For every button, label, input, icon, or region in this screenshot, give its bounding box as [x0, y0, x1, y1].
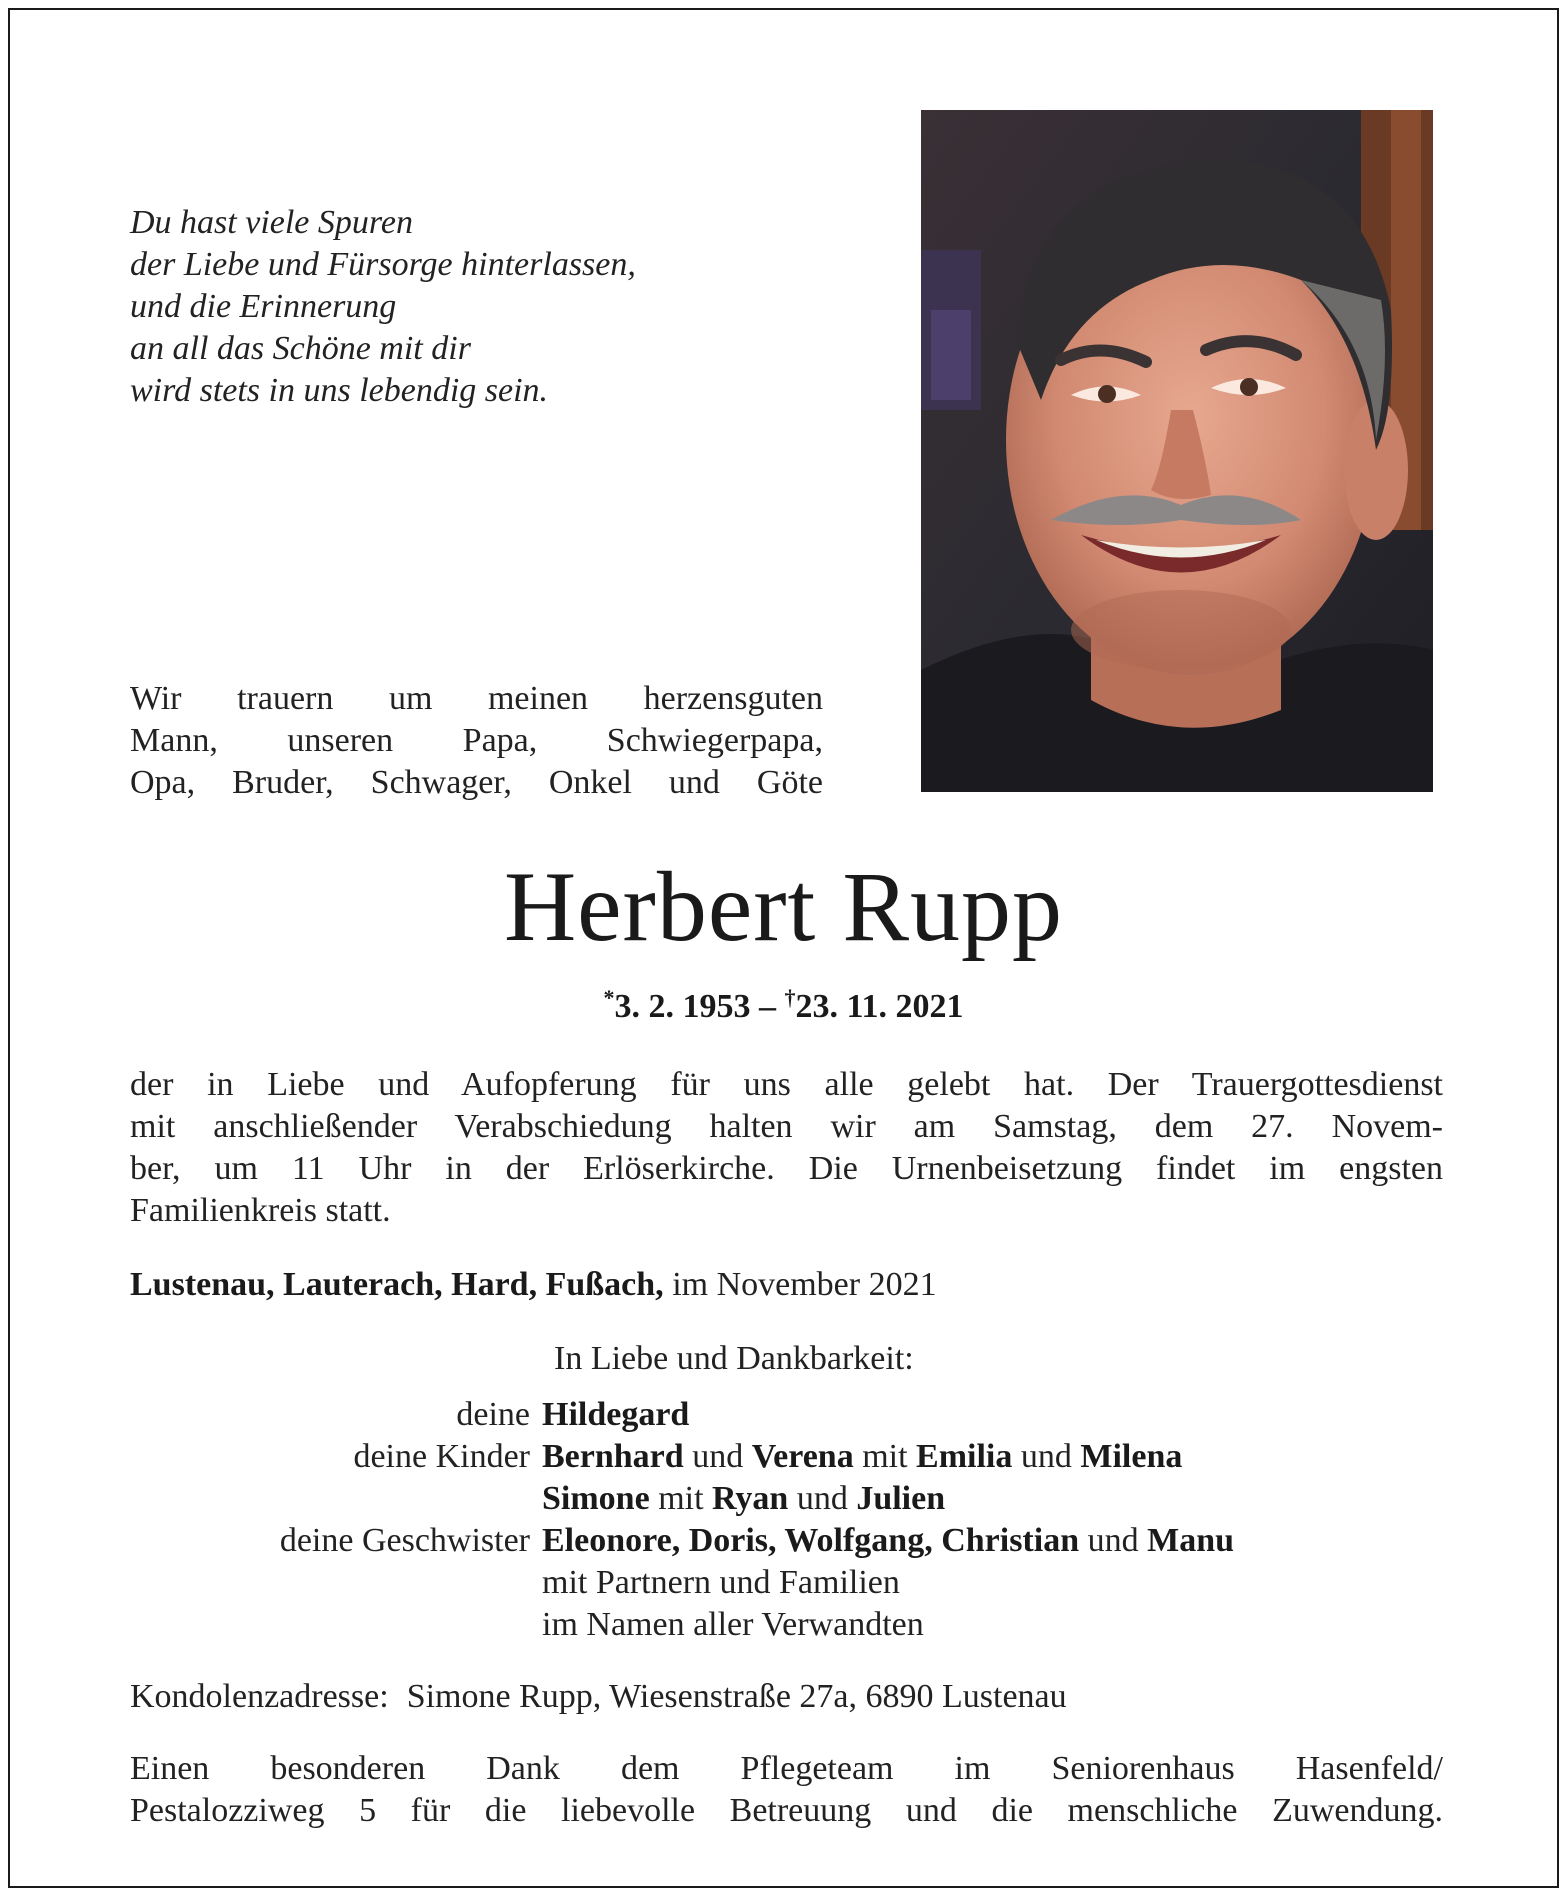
family-member-name: Milena [1080, 1438, 1183, 1475]
poem-line: Du hast viele Spuren [130, 204, 413, 241]
family-row [130, 1562, 1450, 1604]
family-row [130, 1520, 1450, 1562]
body-line: der in Liebe und Aufopferung für uns alle gelebt hat. Der Trauergottesdienst [130, 1066, 1443, 1103]
portrait-photo [921, 110, 1433, 792]
obituary-card [8, 8, 1559, 1888]
family-role [130, 1604, 542, 1646]
family-member-name: Bernhard [542, 1438, 684, 1475]
closing-line: Einen besonderen Dank dem Pflegeteam im Seniorenhaus Hasenfeld/ [130, 1750, 1443, 1787]
family-member-name: Emilia [916, 1438, 1013, 1475]
family-names [542, 1478, 945, 1520]
body-line: Familienkreis statt. [130, 1192, 391, 1229]
deceased-name: Herbert Rupp [503, 851, 1064, 962]
death-date: 23. 11. 2021 [795, 988, 964, 1025]
family-member-name: Eleonore, Doris, Wolfgang, Christian [542, 1522, 1080, 1559]
family-names [542, 1394, 689, 1436]
family-role [130, 1478, 542, 1520]
poem-line: und die Erinnerung [130, 288, 397, 325]
family-names [542, 1604, 924, 1646]
body-line: ber, um 11 Uhr in der Erlöserkirche. Die Urnenbeisetzung findet im engsten [130, 1150, 1443, 1187]
place-date-line [130, 1264, 937, 1306]
poem-line: an all das Schöne mit dir [130, 330, 471, 367]
family-connector: und [683, 1438, 752, 1475]
family-row [130, 1394, 1450, 1436]
life-dates [10, 978, 1557, 1027]
birth-date: 3. 2. 1953 [614, 988, 751, 1025]
family-member-name: Hildegard [542, 1396, 690, 1433]
closing-thanks [130, 1748, 1443, 1832]
family-connector: mit [853, 1438, 917, 1475]
family-role [130, 1562, 542, 1604]
family-connector: und [788, 1480, 857, 1517]
portrait-illustration [921, 110, 1433, 792]
place-names: Lustenau, Lauterach, Hard, Fußach, [130, 1266, 664, 1303]
poem-line: der Liebe und Fürsorge hinterlassen, [130, 246, 636, 283]
family-connector: im Namen aller Verwandten [542, 1606, 924, 1643]
intro-line: Mann, unseren Papa, Schwiegerpapa, [130, 722, 823, 759]
family-role: deine [456, 1396, 530, 1433]
intro-text [130, 678, 823, 804]
intro-line: Wir trauern um meinen herzensguten [130, 680, 823, 717]
family-names [542, 1562, 900, 1604]
family-names [542, 1520, 1234, 1562]
closing-line: Pestalozziweg 5 für die liebevolle Betreuung und die menschliche Zuwendung. [130, 1792, 1443, 1829]
family-connector: mit [649, 1480, 713, 1517]
family-connector: und [1079, 1522, 1148, 1559]
family-member-name: Ryan [712, 1480, 789, 1517]
family-names [542, 1436, 1182, 1478]
family-list [130, 1394, 1450, 1646]
date-separator: – [750, 988, 785, 1025]
poem [130, 202, 730, 412]
family-member-name: Verena [751, 1438, 854, 1475]
family-connector: und [1012, 1438, 1081, 1475]
intro-line: Opa, Bruder, Schwager, Onkel und Göte [130, 764, 823, 801]
family-connector: mit Partnern und Familien [542, 1564, 900, 1601]
poem-line: wird stets in uns lebendig sein. [130, 372, 549, 409]
address-value: Simone Rupp, Wiesenstraße 27a, 6890 Lustenau [406, 1678, 1067, 1715]
death-symbol: † [784, 985, 796, 1010]
body-line: mit anschließender Verabschiedung halten wir am Samstag, dem 27. Novem- [130, 1108, 1443, 1145]
family-row [130, 1436, 1450, 1478]
family-row [130, 1478, 1450, 1520]
family-member-name: Manu [1147, 1522, 1235, 1559]
family-row [130, 1604, 1450, 1646]
place-date: im November 2021 [663, 1266, 937, 1303]
birth-symbol: * [603, 985, 615, 1010]
condolence-address [130, 1676, 1067, 1718]
service-announcement [130, 1064, 1443, 1232]
family-role: deine Kinder [353, 1438, 530, 1475]
family-member-name: Julien [856, 1480, 946, 1517]
family-heading: In Liebe und Dankbarkeit: [554, 1340, 914, 1377]
family-member-name: Simone [542, 1480, 650, 1517]
address-label: Kondolenzadresse: [130, 1678, 389, 1715]
family-role: deine Geschwister [279, 1522, 530, 1559]
